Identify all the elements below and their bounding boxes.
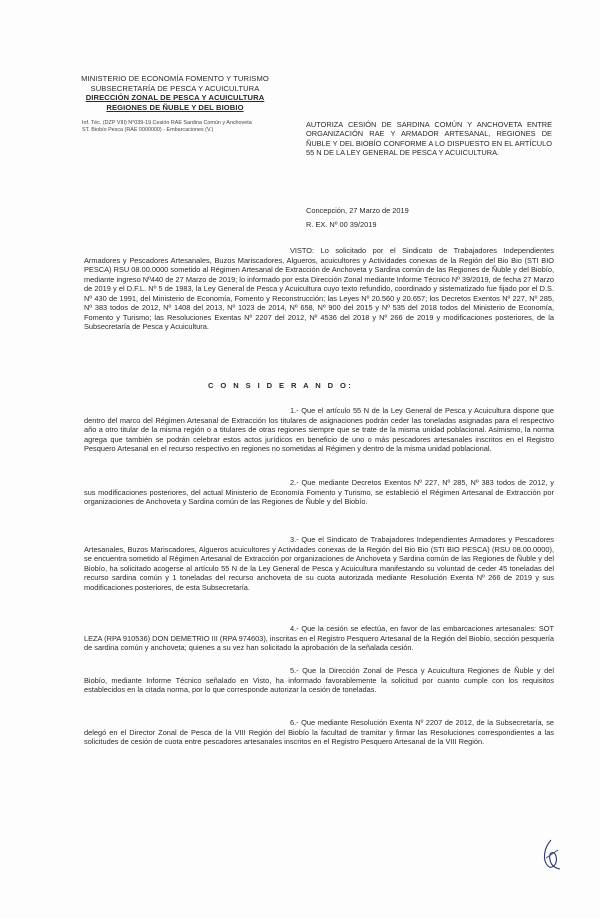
considerando-5	[84, 666, 554, 695]
visto-text: VISTO: Lo solicitado por el Sindicato de Trabajadores Independientes Armadores y Pescadores Artesanales, Buzos Mariscadores, Algueros, acuicultores y Actividades conexas de la Región del Bio Bio (STI BIO PESCA) RSU 08.00.0000 sometido al Régimen Artesanal de Extracción de Anchoveta y Sardina común de las Regiones de Ñuble y del Biobío, mediante ingreso Nº440 de 27 Marzo de 2019; lo informado por esta Dirección Zonal mediante Informe Técnico Nº 39/2019, de fecha 27 Marzo de 2019 y el D.F.L. Nº 5 de 1983, la Ley General de Pesca y Acuicultura cuyo texto refundido, coordinado y sistematizado fue fijado por el D.S. Nº 430 de 1991, del Ministerio de Economía, Fomento y Reconstrucción; las Leyes Nº 20.560 y 20.657; los Decretos Exentos Nº 227, Nº 285, Nº 383 todos de 2012, Nº 1408 del 2013, Nº 1023 de 2014, Nº 658, Nº 900 del 2015 y Nº 535 del 2018 todos del Ministerio de Economía, Fomento y Turismo; las Resoluciones Exentas Nº 2207 del 2012, Nº 4536 del 2018 y Nº 266 de 2019 y modificaciones posteriores, de la Subsecretaría de Pesca y Acuicultura.	[84, 246, 554, 332]
visto-paragraph	[84, 246, 554, 332]
considerando-text: 1.- Que el artículo 55 N de la Ley General de Pesca y Acuicultura dispone que dentro del marco del Régimen Artesanal de Extracción los titulares de asignaciones podrán ceder las toneladas asignadas para el respectivo año a otro titular de la misma región o a titulares de otras regiones siempre que se trate de la misma unidad poblacional. Asimismo, la norma agrega que también se podrán celebrar estos actos jurídicos en beneficio de uno o más pescadores artesanales inscritos en el Registro Pesquero Artesanal en el recurso respectivo en regiones no sometidas al Régimen y dentro de la misma unidad poblacional.	[84, 406, 554, 454]
direction-name: DIRECCIÓN ZONAL DE PESCA Y ACUICULTURA	[85, 93, 265, 103]
regions-name: REGIONES DE ÑUBLE Y DEL BIOBIO	[106, 102, 244, 112]
reference-line-2: ST. Biobío Pesca (RAE 0000000) - Embarcaciones (V.)	[82, 126, 214, 133]
considerando-3	[84, 535, 554, 592]
considerando-text: 3.- Que el Sindicato de Trabajadores Independientes Armadores y Pescadores Artesanales, Buzos Mariscadores, Algueros acuicultores y Actividades conexas de la Región del Bio Bio (STI BIO PESCA) (RSU 08.00.0000), se encuentra sometido al Régimen Artesanal de Extracción por organizaciones de Anchoveta y Sardina común de las Regiones de Ñuble y del Biobío, ha solicitado acogerse al artículo 55 N de la Ley General de Pesca y Acuicultura manifestando su voluntad de ceder 45 toneladas del recurso sardina común y 1 toneladas del recurso anchoveta de su cuota autorizada mediante Resolución Exenta Nº 266 de 2019 y sus modificaciones posteriores, de esta Subsecretaría.	[84, 535, 554, 592]
signature-mark-icon	[538, 838, 564, 872]
considerando-heading: C O N S I D E R A N D O:	[208, 381, 354, 390]
concession-block	[306, 206, 552, 229]
subject-block: AUTORIZA CESIÓN DE SARDINA COMÚN Y ANCHOVETA ENTRE ORGANIZACIÓN RAE Y ARMADOR ARTESANAL, REGIONES DE ÑUBLE Y DEL BIOBÍO CONFORME A LO DISPUESTO EN EL ARTÍCULO 55 N DE LA LEY GENERAL DE PESCA Y ACUICULTURA.	[306, 120, 552, 157]
considerando-1	[84, 406, 554, 454]
letterhead	[60, 74, 290, 112]
considerando-text: 4.- Que la cesión se efectúa, en favor de las embarcaciones artesanales: SOT LEZA (RPA 910536) DON DEMETRIO III (RPA 974603), inscritas en el Registro Pesquero Artesanal de la Región del Biobío, sección pesquería de sardina común y anchoveta; quienes a su vez han solicitado la aprobación de la señalada cesión.	[84, 624, 554, 653]
considerando-4	[84, 624, 554, 653]
considerando-text: 2.- Que mediante Decretos Exentos Nº 227, Nº 285, Nº 383 todos de 2012, y sus modificaciones posteriores, del actual Ministerio de Economía Fomento y Turismo, se estableció el Régimen Artesanal de Extracción por organizaciones de Anchoveta y Sardina común de las Regiones de Ñuble y del Biobío.	[84, 478, 554, 507]
ministry-name: MINISTERIO DE ECONOMÍA FOMENTO Y TURISMO	[81, 74, 269, 83]
considerando-6	[84, 718, 554, 747]
considerando-text: 5.- Que la Dirección Zonal de Pesca y Acuicultura Regiones de Ñuble y del Biobío, mediante Informe Técnico señalado en Visto, ha informado favorablemente la solicitud por cuanto cumple con los requisitos establecidos en la citada norma, por lo que corresponde autorizar la cesión de toneladas.	[84, 666, 554, 695]
undersecretary-name: SUBSECRETARÍA DE PESCA Y ACUICULTURA	[90, 83, 260, 93]
reference-block	[82, 120, 292, 133]
reference-line-1: Inf. Téc. (DZP VIII) N°039-19 Cesión RAE Sardina Común y Anchoveta	[82, 120, 252, 126]
considerando-2	[84, 478, 554, 507]
concession-date: Concepción, 27 Marzo de 2019	[306, 206, 409, 215]
considerando-text: 6.- Que mediante Resolución Exenta Nº 2207 de 2012, de la Subsecretaría, se delegó en el Director Zonal de Pesca de la VIII Región del Biobío la facultad de tramitar y firmar las Resoluciones correspondientes a las solicitudes de cesión de cuota entre pescadores artesanales inscritos en el Registro Pesquero Artesanal de la VIII Región.	[84, 718, 554, 747]
resolution-number: R. EX. Nº 00 39/2019	[306, 220, 377, 229]
